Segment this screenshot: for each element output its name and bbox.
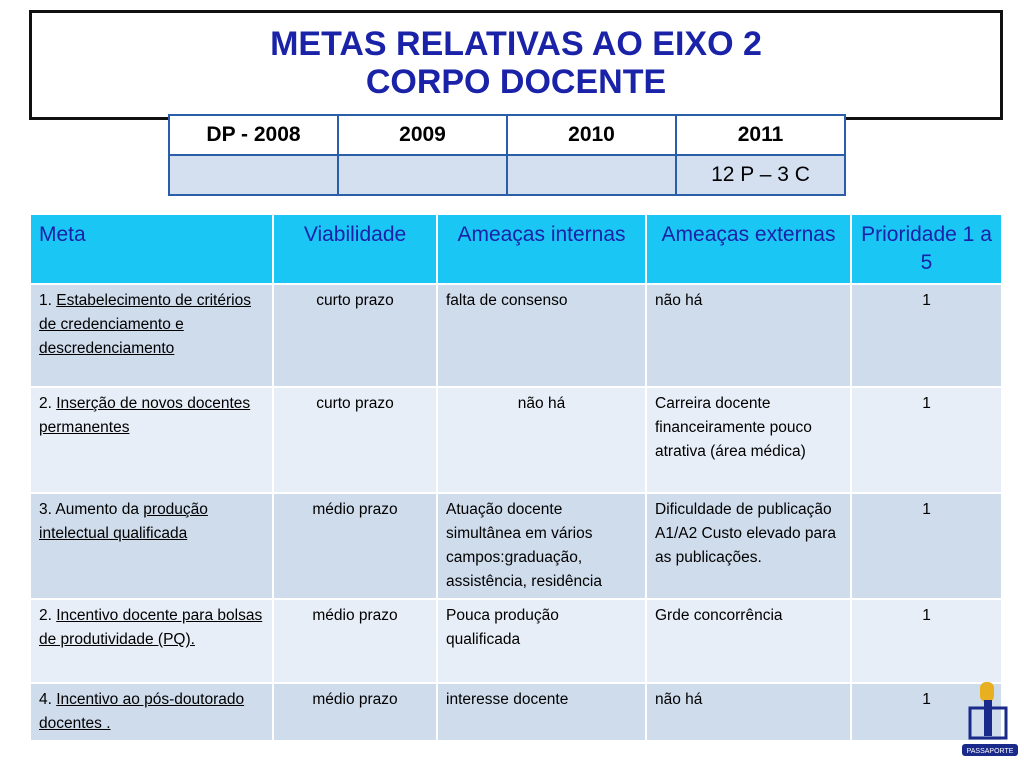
year-value bbox=[169, 155, 338, 195]
meta-number: 2. bbox=[39, 395, 52, 412]
ameacas-externas-cell: Grde concorrência bbox=[646, 599, 851, 683]
ameacas-internas-cell: interesse docente bbox=[437, 683, 646, 741]
title-line-1: METAS RELATIVAS AO EIXO 2 bbox=[270, 25, 762, 63]
header-ameacas-internas: Ameaças internas bbox=[437, 214, 646, 284]
years-table bbox=[168, 114, 846, 196]
ameacas-internas-cell: falta de consenso bbox=[437, 284, 646, 387]
viabilidade-cell: curto prazo bbox=[273, 284, 437, 387]
meta-cell bbox=[30, 599, 273, 683]
years-header-row bbox=[169, 115, 845, 155]
ameacas-internas-cell: Atuação docente simultânea em vários campos:graduação, assistência, residência bbox=[437, 493, 646, 599]
table-row bbox=[30, 284, 1002, 387]
ameacas-externas-cell: não há bbox=[646, 683, 851, 741]
logo-torch bbox=[984, 700, 992, 736]
meta-cell bbox=[30, 683, 273, 741]
meta-cell bbox=[30, 387, 273, 493]
meta-number: 1. bbox=[39, 292, 52, 309]
meta-text: Incentivo docente para bolsas de produtividade (PQ). bbox=[39, 607, 263, 648]
meta-cell bbox=[30, 284, 273, 387]
meta-text: Estabelecimento de critérios de credenciamento e descredenciamento bbox=[39, 292, 251, 357]
prioridade-cell: 1 bbox=[851, 599, 1002, 683]
year-header: 2009 bbox=[338, 115, 507, 155]
year-value: 12 P – 3 C bbox=[676, 155, 845, 195]
prioridade-cell: 1 bbox=[851, 284, 1002, 387]
header-ameacas-externas: Ameaças externas bbox=[646, 214, 851, 284]
year-value bbox=[338, 155, 507, 195]
university-logo-icon bbox=[960, 678, 1020, 764]
meta-number: 2. bbox=[39, 607, 52, 624]
year-header: 2010 bbox=[507, 115, 676, 155]
meta-number: 3. Aumento da bbox=[39, 501, 139, 518]
meta-number: 4. bbox=[39, 691, 52, 708]
year-header: DP - 2008 bbox=[169, 115, 338, 155]
ameacas-externas-cell: não há bbox=[646, 284, 851, 387]
goals-header-row bbox=[30, 214, 1002, 284]
viabilidade-cell: médio prazo bbox=[273, 599, 437, 683]
year-header: 2011 bbox=[676, 115, 845, 155]
ameacas-internas-cell: Pouca produção qualificada bbox=[437, 599, 646, 683]
years-value-row bbox=[169, 155, 845, 195]
prioridade-cell: 1 bbox=[851, 683, 1002, 741]
ameacas-externas-cell: Carreira docente financeiramente pouco atrativa (área médica) bbox=[646, 387, 851, 493]
viabilidade-cell: curto prazo bbox=[273, 387, 437, 493]
table-row bbox=[30, 493, 1002, 599]
logo-banner-text: PASSAPORTE bbox=[966, 748, 1014, 755]
meta-text: Inserção de novos docentes permanentes bbox=[39, 395, 251, 436]
viabilidade-cell: médio prazo bbox=[273, 493, 437, 599]
prioridade-cell: 1 bbox=[851, 493, 1002, 599]
title-line-2: CORPO DOCENTE bbox=[365, 63, 667, 101]
ameacas-internas-cell: não há bbox=[437, 387, 646, 493]
header-viabilidade: Viabilidade bbox=[273, 214, 437, 284]
ameacas-externas-cell: Dificuldade de publicação A1/A2 Custo elevado para as publicações. bbox=[646, 493, 851, 599]
header-prioridade: Prioridade 1 a 5 bbox=[851, 214, 1002, 284]
meta-text: produção intelectual qualificada bbox=[39, 501, 208, 542]
header-meta: Meta bbox=[30, 214, 273, 284]
table-row bbox=[30, 599, 1002, 683]
meta-text: Incentivo ao pós-doutorado docentes . bbox=[39, 691, 245, 732]
table-row bbox=[30, 683, 1002, 741]
title-box bbox=[29, 10, 1003, 120]
meta-cell bbox=[30, 493, 273, 599]
table-row bbox=[30, 387, 1002, 493]
year-value bbox=[507, 155, 676, 195]
logo-flame bbox=[980, 682, 994, 702]
prioridade-cell: 1 bbox=[851, 387, 1002, 493]
viabilidade-cell: médio prazo bbox=[273, 683, 437, 741]
goals-table bbox=[29, 213, 1003, 742]
